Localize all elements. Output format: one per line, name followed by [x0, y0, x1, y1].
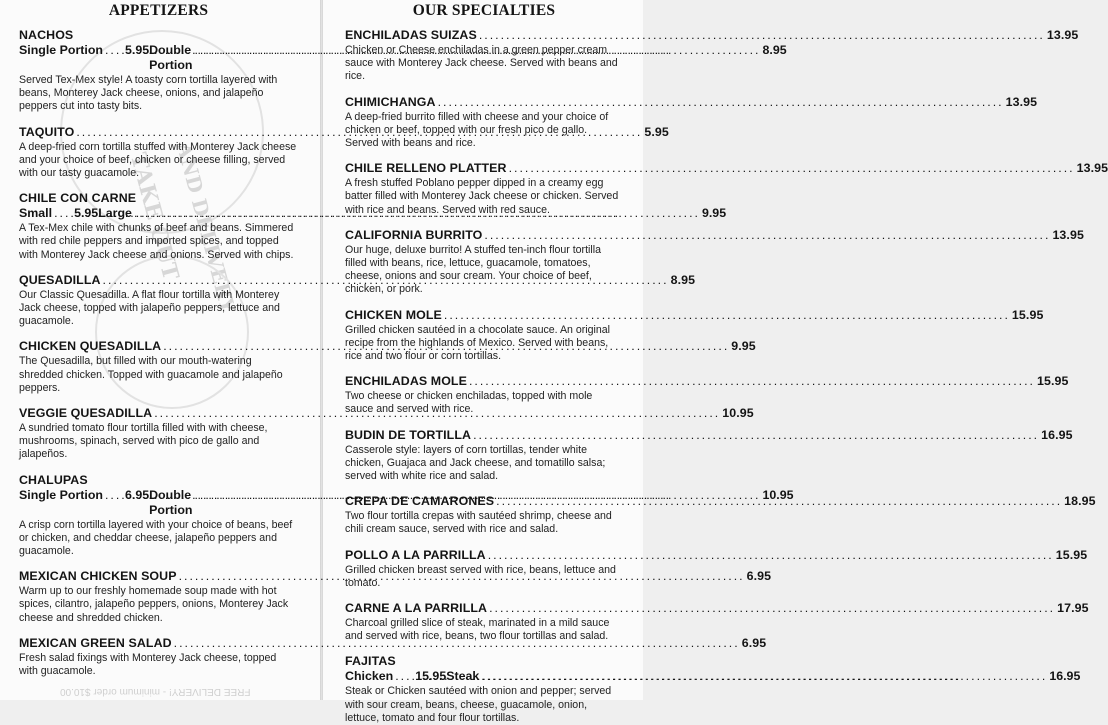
dot-leader — [54, 206, 72, 221]
dot-leader — [479, 28, 1045, 43]
portion-label: Chicken — [345, 669, 394, 684]
menu-item-description: Two flour tortilla crepas with sautéed shrimp, cheese and chili cream sauce, served with rice and salad. — [345, 510, 612, 536]
menu-item-price: 18.95 — [1064, 494, 1096, 509]
menu-item-price: 15.95 — [1055, 547, 1088, 562]
dot-leader — [481, 669, 1047, 684]
menu-item-price: 17.95 — [1057, 601, 1089, 616]
menu-item-price: 13.95 — [1005, 94, 1038, 109]
menu-item-header — [19, 473, 298, 488]
menu-item-name: CHICKEN MOLE — [345, 307, 442, 322]
portion-label: Steak — [446, 669, 480, 684]
ghost-footer: FREE DELIVERY! - minimum order $10.00 — [60, 686, 251, 697]
menu-item-name: QUESADILLA — [19, 272, 101, 287]
menu-item — [345, 654, 1081, 725]
menu-item-description: A crisp corn tortilla layered with your choice of beans, beef or chicken, and cheddar cheese, jalapeño peppers and guacamole. — [19, 518, 293, 558]
appetizers-title: APPETIZERS — [108, 2, 209, 19]
dot-leader — [105, 488, 123, 503]
menu-item-header — [345, 161, 1108, 176]
portion-price: 9.95 — [701, 206, 727, 221]
menu-item-name: FAJITAS — [345, 654, 396, 669]
menu-item-name: VEGGIE QUESADILLA — [19, 406, 153, 421]
portion-price: 16.95 — [1049, 669, 1081, 684]
dot-leader — [438, 95, 1004, 110]
menu-item-description: Grilled chicken breast served with rice, beans, lettuce and tomato. — [345, 563, 616, 589]
portion-price: 10.95 — [762, 487, 794, 502]
menu-item-description: Grilled chicken sautéed in a chocolate sauce. An original recipe from the highlands of Mexico. Served with beans, rice and two flour or corn tortillas. — [345, 323, 611, 363]
dot-leader — [484, 228, 1050, 243]
portion-price: 5.95 — [74, 206, 99, 221]
portion-row — [19, 206, 727, 221]
portion-price: 8.95 — [762, 43, 787, 57]
menu-item-price: 9.95 — [731, 339, 756, 354]
portion-label: Single Portion — [19, 43, 103, 57]
menu-item-description: A fresh stuffed Poblano pepper dipped in a creamy egg batter filled with Monterey Jack cheese or chicken. Served with rice and beans. Served with red sauce. — [345, 177, 619, 216]
menu-item-name: BUDIN DE TORTILLA — [345, 427, 472, 442]
portion-label: Double Portion — [149, 43, 193, 72]
menu-item-header — [19, 124, 669, 140]
menu-item-description: A sundried tomato flour tortilla filled with with cheese, mushrooms, spinach, served with pico de gallo and jalapeños. — [19, 422, 268, 461]
menu-item-header — [19, 339, 756, 354]
menu-item-description: A deep-fried burrito filled with cheese and your choice of chicken or beef, topped with our fresh pico de gallo. Served with beans and rice. — [345, 110, 609, 150]
menu-item-name: MEXICAN CHICKEN SOUP — [19, 569, 177, 584]
menu-item-price: 13.95 — [1076, 161, 1108, 176]
menu-item-name: TAQUITO — [19, 124, 75, 139]
menu-item-description: Warm up to our freshly homemade soup made with hot spices, cilantro, jalapeño peppers, onions, Monterey Jack cheese and shredded chicken. — [19, 585, 289, 624]
menu-item-description: Served Tex-Mex style! A toasty corn tortilla layered with beans, Monterey Jack cheese, onions, and jalapeño peppers cut into tasty bits. — [19, 74, 278, 113]
menu-item-name: NACHOS — [19, 28, 74, 42]
menu-item-header — [345, 227, 1084, 243]
specialties-title: OUR SPECIALTIES — [412, 2, 556, 19]
menu-item-price: 6.95 — [746, 569, 772, 584]
ghost-and-delivery: AND DELIVERY — [171, 140, 241, 316]
menu-item-price: 8.95 — [670, 272, 696, 287]
menu-item-name: CHICKEN QUESADILLA — [19, 339, 162, 354]
menu-item-name: POLLO A LA PARRILLA — [345, 547, 486, 562]
portion-price: 6.95 — [124, 487, 150, 502]
dot-leader — [105, 43, 123, 58]
menu-item-header — [19, 191, 298, 206]
portion-option — [19, 206, 98, 221]
dot-leader — [488, 548, 1054, 563]
portion-option — [345, 669, 446, 684]
menu-item-description: Charcoal grilled slice of steak, marinated in a mild sauce and served with rice, beans, two flour tortillas and salad. — [345, 617, 610, 643]
portion-price: 15.95 — [415, 669, 447, 684]
menu-item-header — [345, 307, 1044, 323]
portion-label: Large — [98, 206, 132, 221]
menu-item-price: 5.95 — [644, 124, 669, 139]
menu-item-name: CHILE CON CARNE — [19, 191, 137, 206]
menu-item-description: A deep-fried corn tortilla stuffed with Monterey Jack cheese and your choice of beef, chicken or cheese filling, served with our tasty guacamole. — [19, 140, 297, 180]
menu-item-description: Steak or Chicken sautéed with onion and pepper; served with sour cream, beans, cheese, guacamole, onion, lettuce, tomato and four flour tortillas. — [345, 685, 612, 724]
menu-item-description: The Quesadilla, but filled with our mouth-watering shredded chicken. Topped with guacamole and jalapeño peppers. — [19, 355, 283, 394]
dot-leader — [509, 161, 1075, 176]
menu-item-description: Chicken or Cheese enchiladas in a green pepper cream sauce with Monterey Jack cheese. Served with beans and rice. — [345, 44, 618, 83]
portion-label: Small — [19, 206, 53, 221]
menu-item-price: 15.95 — [1011, 307, 1044, 322]
dot-leader — [496, 494, 1062, 509]
portion-option — [19, 488, 149, 503]
menu-item-description: A Tex-Mex chile with chunks of beef and beans. Simmered with red chile peppers and imported spices, and topped with Monterey Jack cheese and onions. Served with chips. — [19, 222, 294, 261]
menu-item-name: CALIFORNIA BURRITO — [345, 227, 483, 242]
menu-item-description: Casserole style: layers of corn tortillas, tender white chicken, Guajaca and Jack cheese, and tomatillo salsa; served with white rice and salad. — [345, 443, 606, 483]
menu-item-header — [345, 94, 1038, 110]
menu-item-description: Fresh salad fixings with Monterey Jack cheese, topped with guacamole. — [19, 651, 277, 678]
portion-price: 5.95 — [124, 43, 150, 57]
menu-item-header — [345, 654, 623, 669]
menu-item-header — [19, 406, 754, 421]
portion-label: Single Portion — [19, 487, 103, 502]
menu-item-description: Our Classic Quesadilla. A flat flour tortilla with Monterey Jack cheese, topped with jalapeño peppers, lettuce and guacamole. — [19, 288, 280, 328]
menu-item-name: CHILE RELLENO PLATTER — [345, 161, 507, 176]
menu-item-price: 6.95 — [741, 635, 767, 650]
menu-item-price: 13.95 — [1046, 28, 1079, 42]
dot-leader — [469, 374, 1035, 389]
menu-item-price: 16.95 — [1041, 427, 1073, 442]
menu-item-description: Two cheese or chicken enchiladas, topped with mole sauce and served with rice. — [345, 390, 593, 416]
menu-item-header — [345, 28, 1079, 43]
portion-label: Double Portion — [149, 487, 193, 517]
menu-item-header — [345, 427, 1073, 443]
dot-leader — [395, 669, 413, 684]
ghost-take-out: TAKE OUT — [124, 150, 184, 283]
portion-option — [19, 43, 149, 58]
menu-item-header — [345, 601, 1089, 616]
menu-item-name: CHIMICHANGA — [345, 94, 436, 109]
dot-leader — [473, 428, 1039, 443]
menu-item-header — [19, 635, 767, 651]
portion-option — [446, 669, 1080, 684]
menu-item-header — [345, 374, 1069, 389]
dot-leader — [444, 308, 1010, 323]
menu-item-name: CHALUPAS — [19, 472, 88, 487]
menu-item-price: 10.95 — [722, 406, 754, 421]
menu-item-price: 15.95 — [1037, 374, 1069, 389]
menu-item-description: Our huge, deluxe burrito! A stuffed ten-inch flour tortilla filled with beans, rice, lettuce, guacamole, tomatoes, cheese, onions and sour cream. Your choice of beef, chicken, or pork. — [345, 243, 601, 296]
portion-row — [345, 669, 1081, 684]
menu-item-header — [19, 28, 298, 43]
menu-item-header — [345, 547, 1088, 563]
menu-item-name: CARNE A LA PARRILLA — [345, 601, 488, 616]
dot-leader — [489, 601, 1055, 616]
menu-item-name: CREPA DE CAMARONES — [345, 494, 495, 509]
menu-item-header — [19, 272, 696, 288]
menu-item — [345, 427, 1073, 484]
menu-item-name: ENCHILADAS SUIZAS — [345, 28, 477, 42]
menu-item-name: ENCHILADAS MOLE — [345, 374, 467, 389]
menu-item-price: 13.95 — [1052, 227, 1084, 242]
menu-item-name: MEXICAN GREEN SALAD — [19, 635, 172, 650]
